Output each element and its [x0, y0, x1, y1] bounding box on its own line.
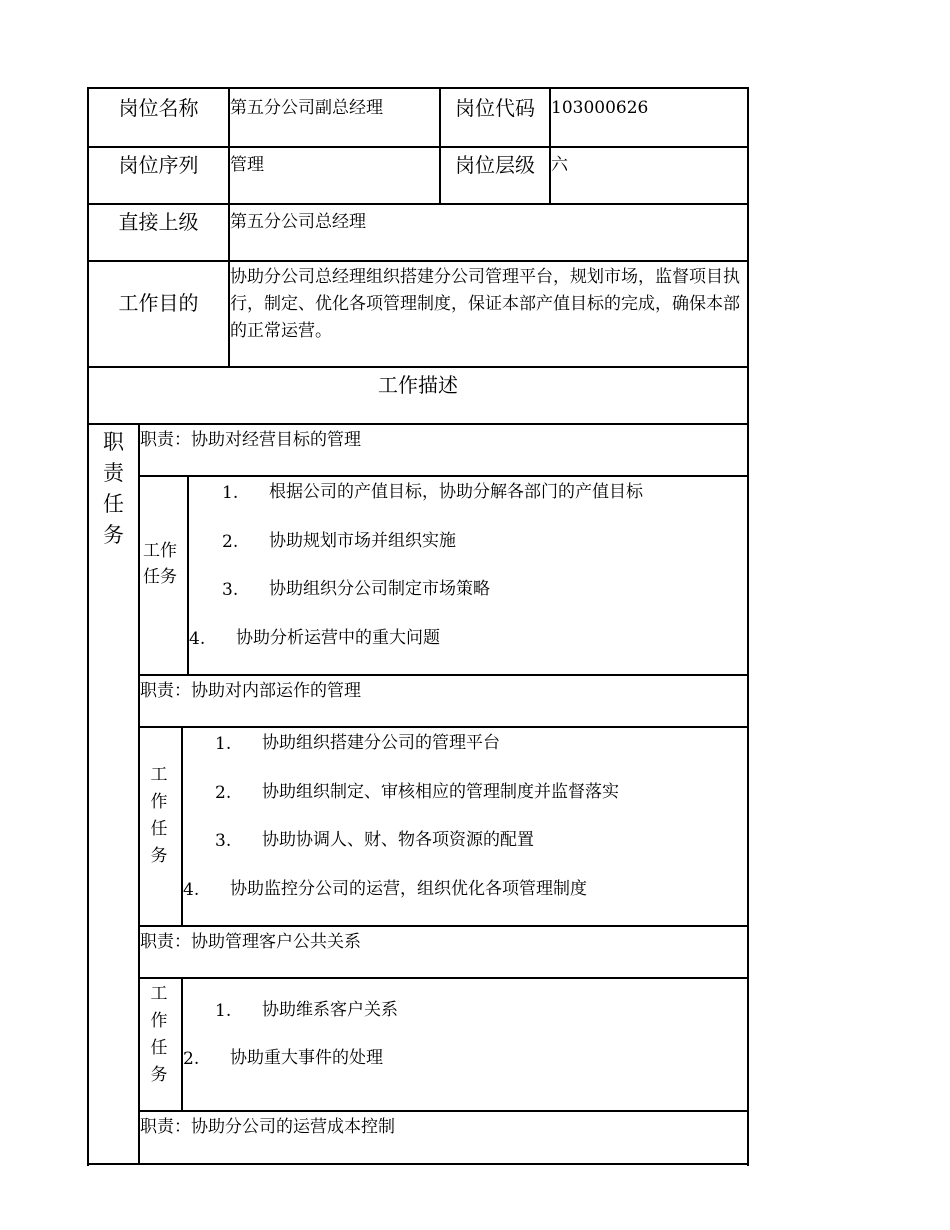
task-item: 协助组织制定、审核相应的管理制度并监督落实: [262, 782, 619, 802]
task-number: 4.: [189, 629, 206, 649]
duties-vertical-label: [89, 427, 138, 551]
duty-title: 职责：协助对经营目标的管理: [140, 430, 361, 450]
position-code-label: 岗位代码: [455, 96, 535, 120]
task-item: 协助重大事件的处理: [230, 1048, 383, 1068]
duty-title: 职责：协助管理客户公共关系: [140, 932, 361, 952]
duty-title: 职责：协助对内部运作的管理: [140, 681, 361, 701]
duties-label-char: 责: [103, 461, 124, 485]
row-divider: [138, 925, 749, 927]
col-divider: [181, 977, 183, 1112]
position-name-value: 第五分公司副总经理: [230, 98, 383, 118]
task-number: 3.: [222, 580, 239, 600]
task-item: 协助维系客户关系: [262, 1000, 398, 1020]
task-item: 协助监控分公司的运营，组织优化各项管理制度: [230, 879, 587, 899]
task-label-vertical: [140, 762, 178, 870]
row-divider: [87, 423, 749, 425]
table-border-top: [87, 87, 749, 89]
task-number: 4.: [183, 880, 200, 900]
superior-label: 直接上级: [118, 210, 199, 234]
task-item: 协助组织分公司制定市场策略: [269, 579, 490, 599]
position-code-value: 103000626: [551, 98, 649, 118]
row-divider: [87, 203, 749, 205]
task-label-char: 任: [150, 1038, 168, 1058]
row-divider: [138, 726, 749, 728]
row-divider: [87, 366, 749, 368]
purpose-value: 协助分公司总经理组织搭建分公司管理平台，规划市场，监督项目执行，制定、优化各项管理制度，保证本部产值目标的完成，确保本部的正常运营。: [230, 267, 740, 341]
duties-label-char: 务: [103, 523, 124, 547]
level-value: 六: [551, 155, 568, 175]
task-item: 协助协调人、财、物各项资源的配置: [262, 830, 534, 850]
section-title: 工作描述: [378, 373, 458, 397]
table-border-right: [747, 87, 749, 1166]
task-label-char: 务: [150, 846, 168, 866]
task-number: 1.: [222, 483, 239, 503]
task-number: 2.: [222, 532, 239, 552]
task-label-char: 工: [150, 984, 168, 1004]
duties-label-char: 职: [103, 430, 124, 454]
row-divider: [138, 977, 749, 979]
table-border-bottom: [87, 1163, 749, 1165]
duties-label-char: 任: [103, 492, 124, 516]
row-divider: [138, 475, 749, 477]
row-divider: [138, 674, 749, 676]
task-number: 1.: [215, 734, 232, 754]
task-label-char: 作: [150, 1011, 168, 1031]
sequence-label: 岗位序列: [118, 153, 199, 177]
task-label-char: 务: [150, 1065, 168, 1085]
table-border-left: [87, 87, 89, 1166]
row-divider: [138, 1110, 749, 1112]
task-label-char: 作: [150, 792, 168, 812]
task-label-vertical: [140, 981, 178, 1089]
task-number: 2.: [183, 1049, 200, 1069]
task-item: 根据公司的产值目标，协助分解各部门的产值目标: [269, 482, 643, 502]
position-name-label: 岗位名称: [118, 96, 199, 120]
row-divider: [87, 146, 749, 148]
purpose-label: 工作目的: [118, 291, 199, 315]
task-number: 1.: [215, 1001, 232, 1021]
task-item: 协助规划市场并组织实施: [269, 531, 456, 551]
superior-value: 第五分公司总经理: [230, 212, 366, 232]
task-label-char: 任: [150, 819, 168, 839]
task-item: 协助分析运营中的重大问题: [236, 628, 440, 648]
task-item: 协助组织搭建分公司的管理平台: [262, 733, 500, 753]
duty-title: 职责：协助分公司的运营成本控制: [140, 1117, 395, 1137]
task-label: 工作任务: [143, 541, 177, 587]
level-label: 岗位层级: [455, 153, 535, 177]
task-label-char: 工: [150, 765, 168, 785]
row-divider: [87, 260, 749, 262]
sequence-value: 管理: [230, 155, 264, 175]
task-number: 3.: [215, 831, 232, 851]
task-number: 2.: [215, 783, 232, 803]
